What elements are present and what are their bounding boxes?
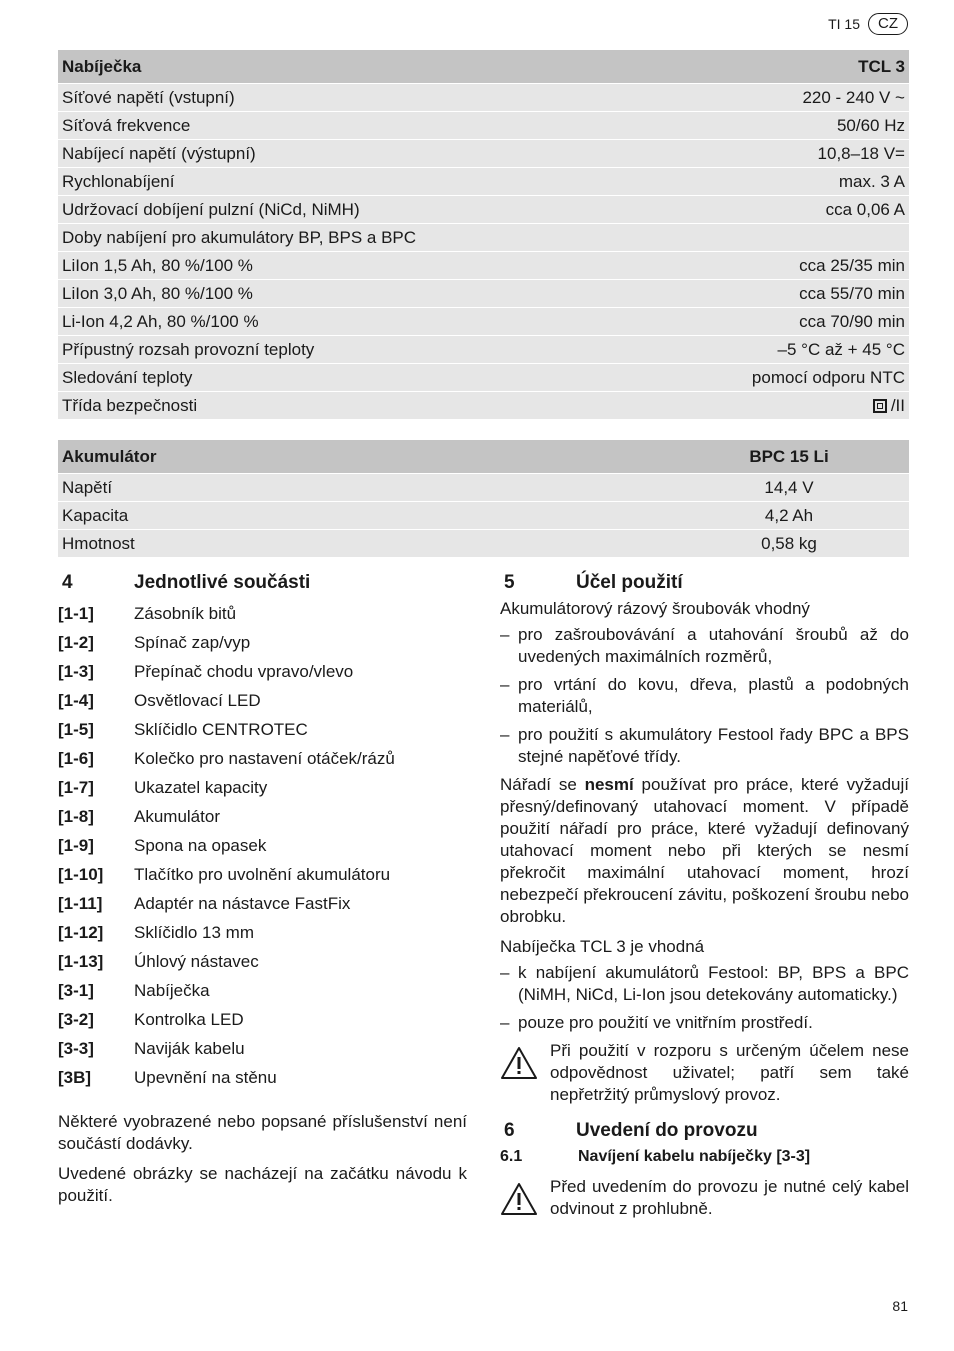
section-4-heading: 4 Jednotlivé součásti (62, 572, 311, 593)
warning-block: Při použití v rozporu s určeným účelem nese odpovědnost uživatel; patří sem také nepřetržitý průmyslový provoz. (500, 1040, 909, 1106)
doc-code: TI 15 (828, 16, 860, 32)
warning-icon (500, 1182, 538, 1216)
parts-list (58, 604, 467, 1097)
warning-block: Před uvedením do provozu je nutné celý kabel odvinout z prohlubně. (500, 1176, 909, 1220)
list-item: – pro použití s akumulátory Festool řady BPC a BPS stejné napěťové třídy. (500, 725, 909, 766)
list-item: – pro vrtání do kovu, dřeva, plastů a podobných materiálů, (500, 675, 909, 716)
table-header-row: Nabíječka TCL 3 (58, 50, 909, 84)
list-item: – pouze pro použití ve vnitřním prostředí. (500, 1013, 813, 1032)
list-item: [1-1] Zásobník bitů (58, 604, 237, 623)
list-item: [1-11] Adaptér na nástavce FastFix (58, 894, 351, 913)
section-6-heading: 6 Uvedení do provozu (504, 1120, 758, 1141)
list-item: [1-9] Spona na opasek (58, 836, 267, 855)
table-row: Napětí 14,4 V (58, 474, 909, 502)
table-row: Udržovací dobíjení pulzní (NiCd, NiMH) cca 0,06 A (58, 196, 909, 224)
table-row: Sledování teploty pomocí odporu NTC (58, 364, 909, 392)
list-item: [1-8] Akumulátor (58, 807, 220, 826)
table-header-row: Akumulátor BPC 15 Li (58, 440, 909, 474)
list-item: [1-4] Osvětlovací LED (58, 691, 261, 710)
table-row: Třída bezpečnosti /II (58, 392, 909, 420)
list-item: [1-13] Úhlový nástavec (58, 952, 259, 971)
table-row: Rychlonabíjení max. 3 A (58, 168, 909, 196)
table-row: Kapacita 4,2 Ah (58, 502, 909, 530)
list-item: [3-2] Kontrolka LED (58, 1010, 244, 1029)
table-row: Síťová frekvence 50/60 Hz (58, 112, 909, 140)
table-row: LiIon 1,5 Ah, 80 %/100 % cca 25/35 min (58, 252, 909, 280)
figures-note: Uvedené obrázky se nacházejí na začátku návodu k použití. (58, 1164, 467, 1205)
page-number: 81 (892, 1298, 908, 1314)
right-column (500, 572, 909, 1230)
language-badge: CZ (868, 13, 908, 35)
charger-spec-table (58, 50, 909, 420)
list-item: [3B] Upevnění na stěnu (58, 1068, 277, 1087)
table-row: Přípustný rozsah provozní teploty –5 °C až + 45 °C (58, 336, 909, 364)
charger-intro: Nabíječka TCL 3 je vhodná (500, 937, 705, 956)
protection-class-icon (873, 399, 887, 413)
page-header (828, 13, 908, 35)
subsection-6-1-heading: 6.1 Navíjení kabelu nabíječky [3-3] (500, 1148, 811, 1165)
use-intro: Akumulátorový rázový šroubovák vhodný (500, 599, 810, 618)
table-row: Hmotnost 0,58 kg (58, 530, 909, 558)
list-item: – k nabíjení akumulátorů Festool: BP, BPS a BPC (NiMH, NiCd, Li-Ion jsou detekovány automaticky.) (500, 963, 909, 1004)
table-row: Síťové napětí (vstupní) 220 - 240 V ~ (58, 84, 909, 112)
list-item: [1-5] Sklíčidlo CENTROTEC (58, 720, 308, 739)
table-row: Li-Ion 4,2 Ah, 80 %/100 % cca 70/90 min (58, 308, 909, 336)
warning-icon (500, 1046, 538, 1080)
list-item: [1-3] Přepínač chodu vpravo/vlevo (58, 662, 354, 681)
list-item: [1-7] Ukazatel kapacity (58, 778, 268, 797)
list-item: – pro zašroubovávání a utahování šroubů až do uvedených maximálních rozměrů, (500, 625, 909, 666)
table-row: Doby nabíjení pro akumulátory BP, BPS a BPC (58, 224, 909, 252)
table-row: Nabíjecí napětí (výstupní) 10,8–18 V= (58, 140, 909, 168)
battery-spec-table (58, 440, 909, 558)
accessories-note: Některé vyobrazené nebo popsané příslušenství není součástí dodávky. (58, 1112, 467, 1153)
list-item: [1-6] Kolečko pro nastavení otáček/rázů (58, 749, 395, 768)
list-item: [1-2] Spínač zap/vyp (58, 633, 251, 652)
list-item: [1-12] Sklíčidlo 13 mm (58, 923, 254, 942)
section-4 (58, 572, 467, 1215)
list-item: [3-3] Naviják kabelu (58, 1039, 245, 1058)
table-row: LiIon 3,0 Ah, 80 %/100 % cca 55/70 min (58, 280, 909, 308)
list-item: [1-10] Tlačítko pro uvolnění akumulátoru (58, 865, 391, 884)
list-item: [3-1] Nabíječka (58, 981, 210, 1000)
section-5-heading: 5 Účel použití (504, 572, 683, 593)
torque-paragraph: Nářadí se nesmí používat pro práce, které vyžadují přesný/definovaný utahovací moment. V případě použití nářadí pro práce, které vyžadují definovaný utahovací moment nebo při kterých se nesmí překročit maximální utahovací moment, hrozí nebezpečí překroucení závitu, poškození šroubu nebo obrobku. (500, 775, 909, 926)
